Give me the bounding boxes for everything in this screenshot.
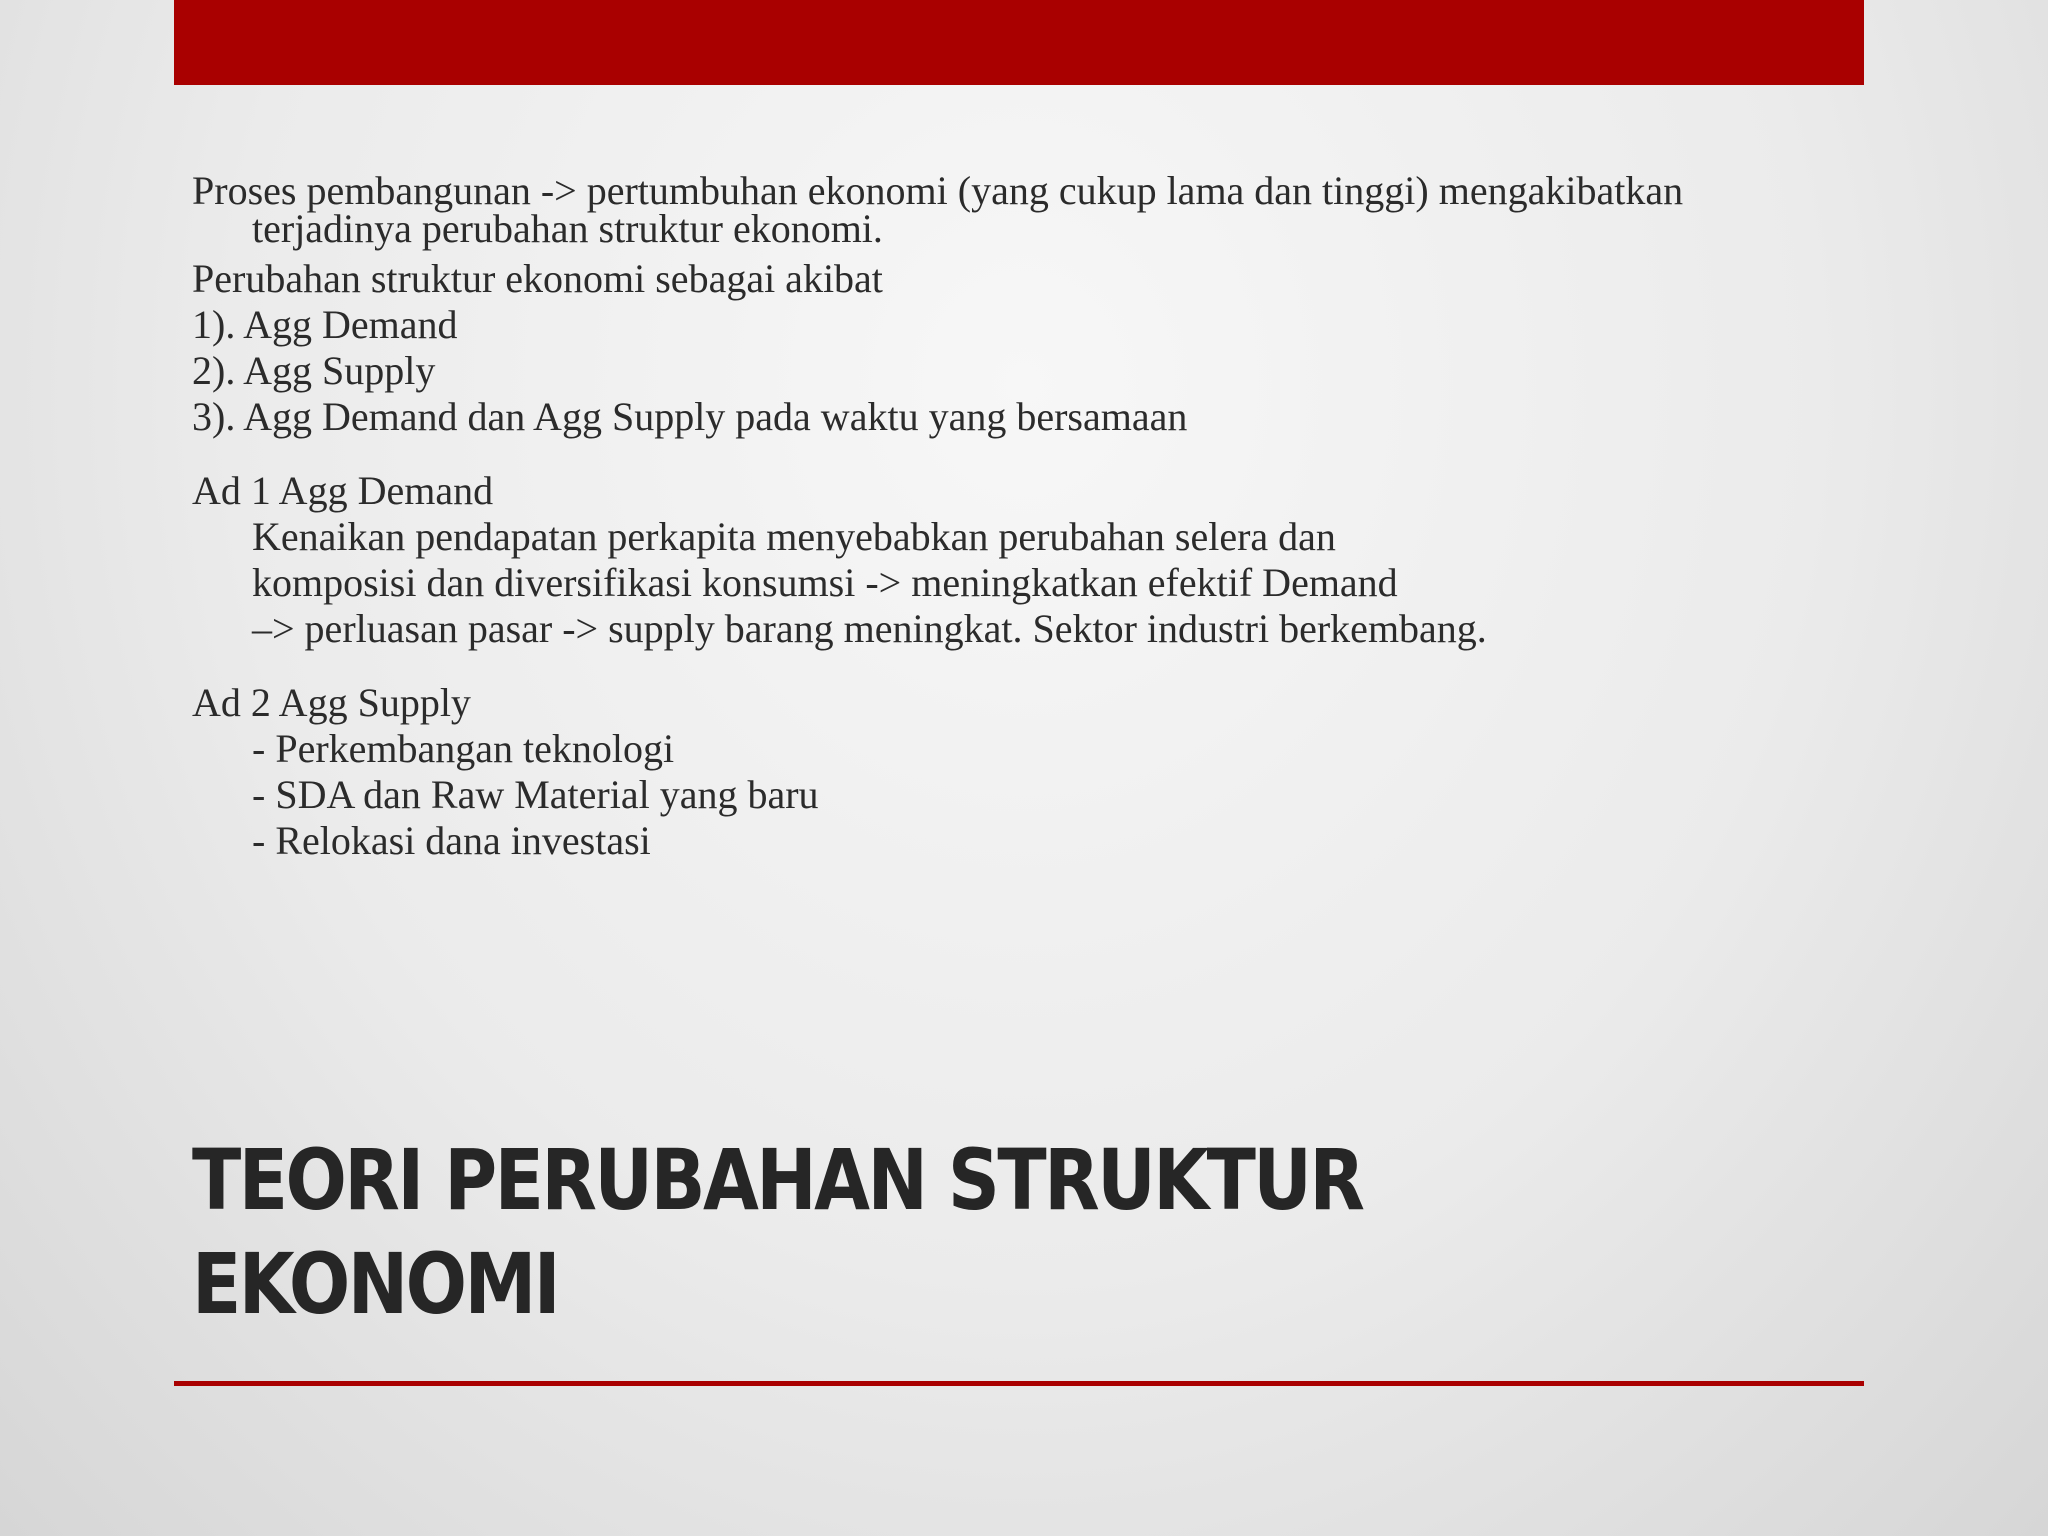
cause-item: 3). Agg Demand dan Agg Supply pada waktu yang bersamaan [192,394,1188,439]
slide-title [192,1128,1620,1336]
intro-paragraph: Proses pembangunan -> pertumbuhan ekonomi (yang cukup lama dan tinggi) mengakibatkan terjadinya perubahan struktur ekonomi. [192,168,1684,251]
ad2-heading: Ad 2 Agg Supply [192,680,471,725]
slide-title-line-1: TEORI PERUBAHAN STRUKTUR [192,1131,1363,1229]
ad1-line: Kenaikan pendapatan perkapita menyebabkan perubahan selera dan [252,514,1336,559]
ad1-line: –> perluasan pasar -> supply barang meningkat. Sektor industri berkembang. [252,606,1487,651]
ad2-line: - SDA dan Raw Material yang baru [252,772,819,817]
top-accent-bar [174,0,1864,85]
spacer [192,440,1852,468]
ad2-line: - Perkembangan teknologi [252,726,675,771]
slide-body [192,168,1852,864]
slide-title-line-2: EKONOMI [192,1235,559,1333]
cause-heading: Perubahan struktur ekonomi sebagai akibat [192,256,883,301]
spacer [192,652,1852,680]
ad1-line: komposisi dan diversifikasi konsumsi -> meningkatkan efektif Demand [252,560,1398,605]
ad2-line: - Relokasi dana investasi [252,818,651,863]
ad1-heading: Ad 1 Agg Demand [192,468,494,513]
cause-item: 1). Agg Demand [192,302,458,347]
bottom-accent-rule [174,1381,1864,1386]
cause-item: 2). Agg Supply [192,348,436,393]
